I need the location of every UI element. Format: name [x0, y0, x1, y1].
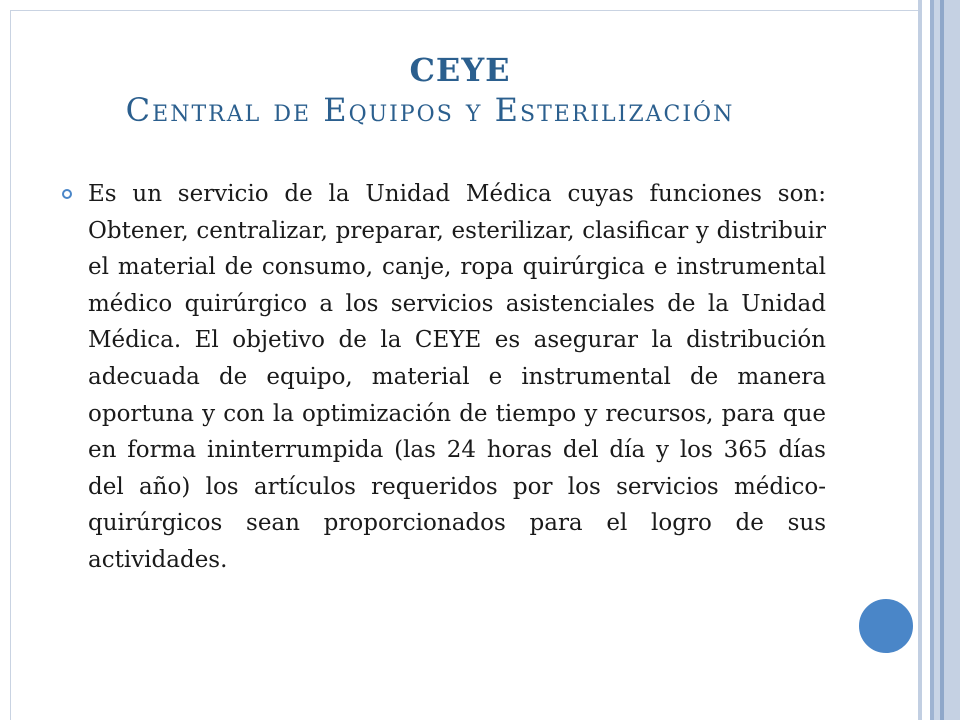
content-area [58, 176, 826, 579]
bullet-item [58, 176, 826, 579]
decor-stripe [944, 0, 960, 720]
decor-circle [856, 596, 916, 656]
decor-stripe [922, 0, 930, 720]
frame-top-border [10, 0, 918, 11]
slide-subtitle: Central de Equipos y Esterilización [125, 91, 735, 129]
slide-title: CEYE [409, 51, 511, 89]
bullet-circle-icon [62, 189, 72, 199]
title-block [40, 50, 880, 130]
bullet-text: Es un servicio de la Unidad Médica cuyas funciones son: Obtener, centralizar, preparar, esterilizar, clasificar y distribuir el material de consumo, canje, ropa quirúrgica e instrumental médico quirúrgico a los servicios asistenciales de la Unidad Médica. El objetivo de la CEYE es asegurar la distribución adecuada de equipo, material e instrumental de manera oportuna y con la optimización de tiempo y recursos, para que en forma ininterrumpida (las 24 horas del día y los 365 días del año) los artículos requeridos por los servicios médico-quirúrgicos sean proporcionados para el logro de sus actividades. [88, 181, 826, 573]
